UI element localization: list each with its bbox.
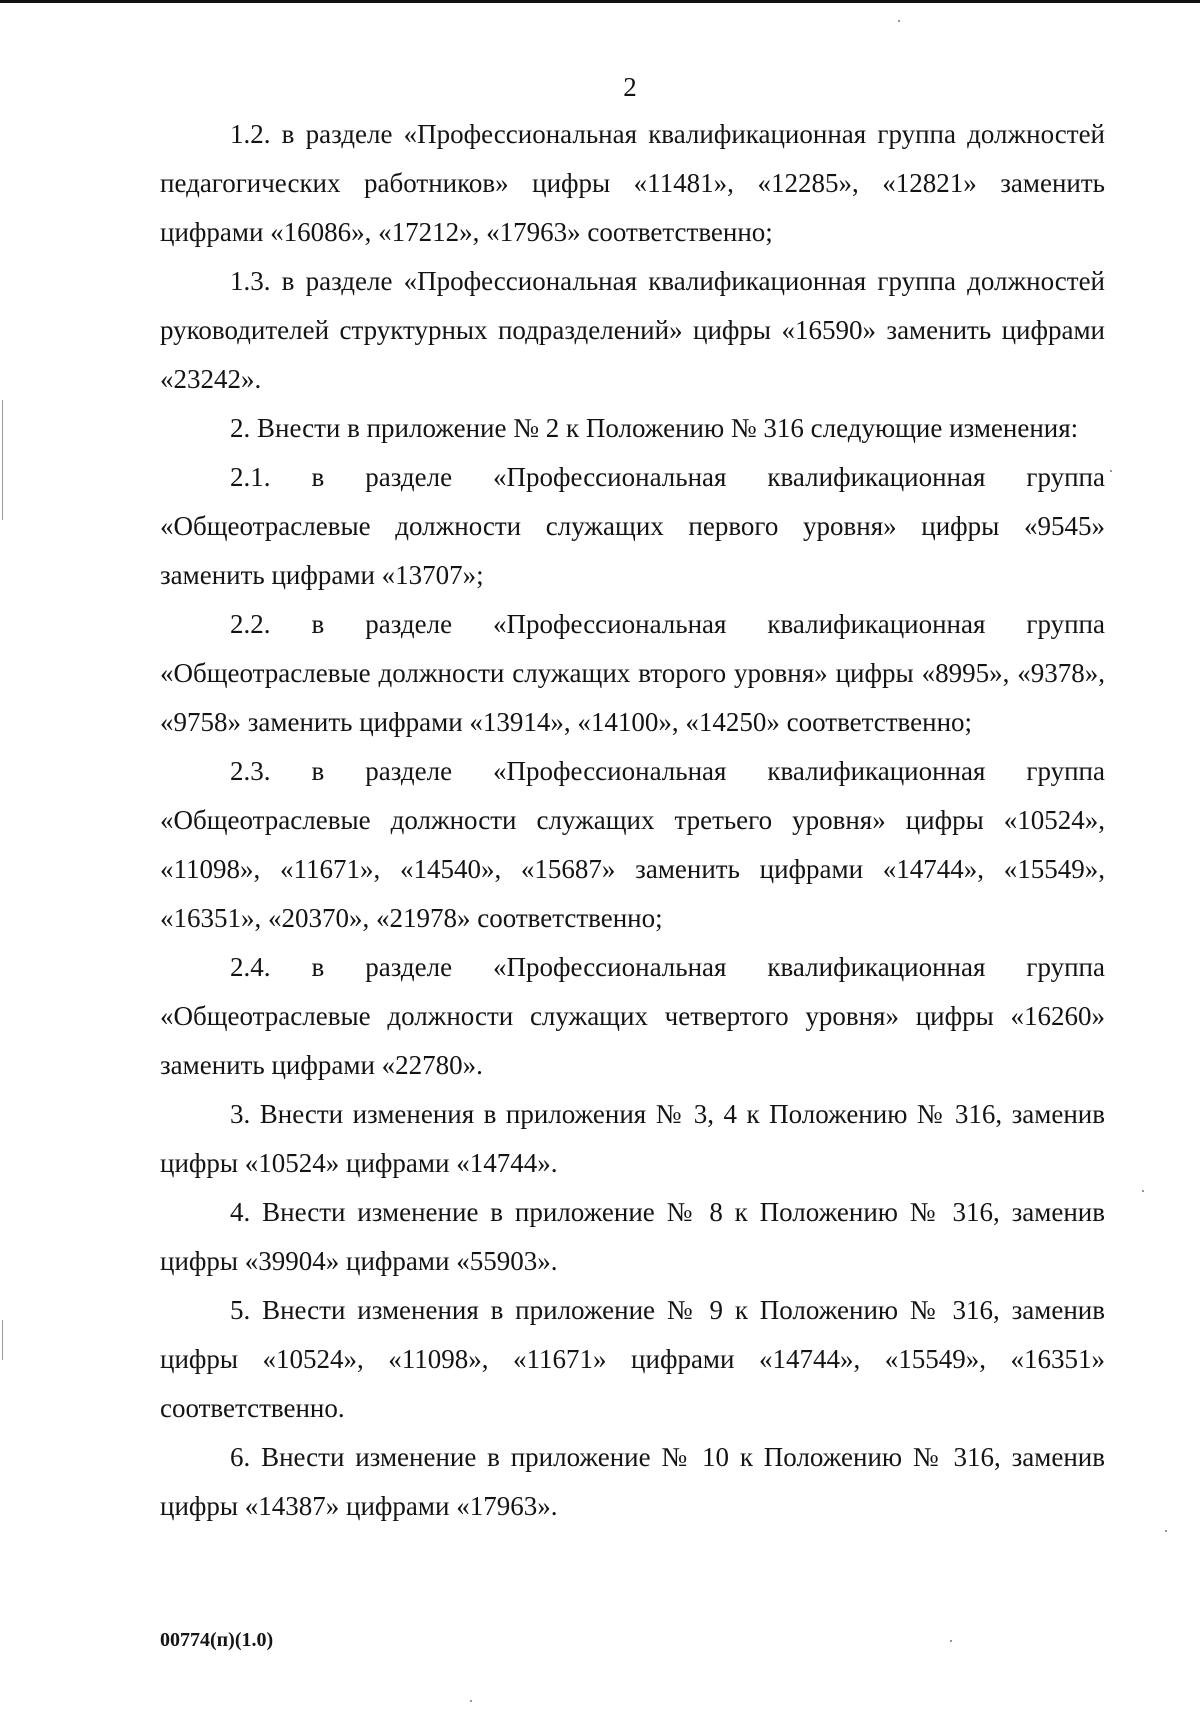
paragraph-2: 2. Внести в приложение № 2 к Положению № 316 следующие изменения: <box>230 413 1079 443</box>
scan-speck <box>950 1640 952 1642</box>
scan-edge-mark <box>2 1320 3 1360</box>
scan-speck <box>470 1700 472 1702</box>
paragraph-1-2: 1.2. в разделе «Профессиональная квалификационная группа должностей педагогических работников» цифры «11481», «12285», «12821» заменить цифрами «16086», «17212», «17963» соответственно; <box>160 119 1105 247</box>
scan-speck <box>1142 1190 1144 1192</box>
document-body <box>160 110 1105 1531</box>
paragraph-2-1: 2.1. в разделе «Профессиональная квалификационная группа «Общеотраслевые должности служащих первого уровня» цифры «9545» заменить цифрами «13707»; <box>160 462 1105 590</box>
paragraph-3: 3. Внести изменения в приложения № 3, 4 к Положению № 316, заменив цифры «10524» цифрами «14744». <box>160 1099 1105 1178</box>
document-code: 00774(п)(1.0) <box>160 1629 274 1651</box>
scan-speck <box>898 20 900 22</box>
top-scan-border <box>0 0 1200 3</box>
scan-speck <box>1165 1530 1167 1532</box>
paragraph-6: 6. Внести изменение в приложение № 10 к Положению № 316, заменив цифры «14387» цифрами «17963». <box>160 1442 1105 1521</box>
paragraph-2-4: 2.4. в разделе «Профессиональная квалификационная группа «Общеотраслевые должности служащих четвертого уровня» цифры «16260» заменить цифрами «22780». <box>160 952 1105 1080</box>
paragraph-4: 4. Внести изменение в приложение № 8 к Положению № 316, заменив цифры «39904» цифрами «55903». <box>160 1197 1105 1276</box>
page-number: 2 <box>623 72 637 102</box>
scan-speck <box>1110 470 1112 472</box>
scan-edge-mark <box>2 400 3 520</box>
paragraph-2-2: 2.2. в разделе «Профессиональная квалификационная группа «Общеотраслевые должности служащих второго уровня» цифры «8995», «9378», «9758» заменить цифрами «13914», «14100», «14250» соответственно; <box>160 609 1105 737</box>
paragraph-1-3: 1.3. в разделе «Профессиональная квалификационная группа должностей руководителей структурных подразделений» цифры «16590» заменить цифрами «23242». <box>160 266 1105 394</box>
paragraph-2-3: 2.3. в разделе «Профессиональная квалификационная группа «Общеотраслевые должности служащих третьего уровня» цифры «10524», «11098», «11671», «14540», «15687» заменить цифрами «14744», «15549», «16351», «20370», «21978» соответственно; <box>160 756 1105 933</box>
paragraph-5: 5. Внести изменения в приложение № 9 к Положению № 316, заменив цифры «10524», «11098», «11671» цифрами «14744», «15549», «16351» соответственно. <box>160 1295 1105 1423</box>
